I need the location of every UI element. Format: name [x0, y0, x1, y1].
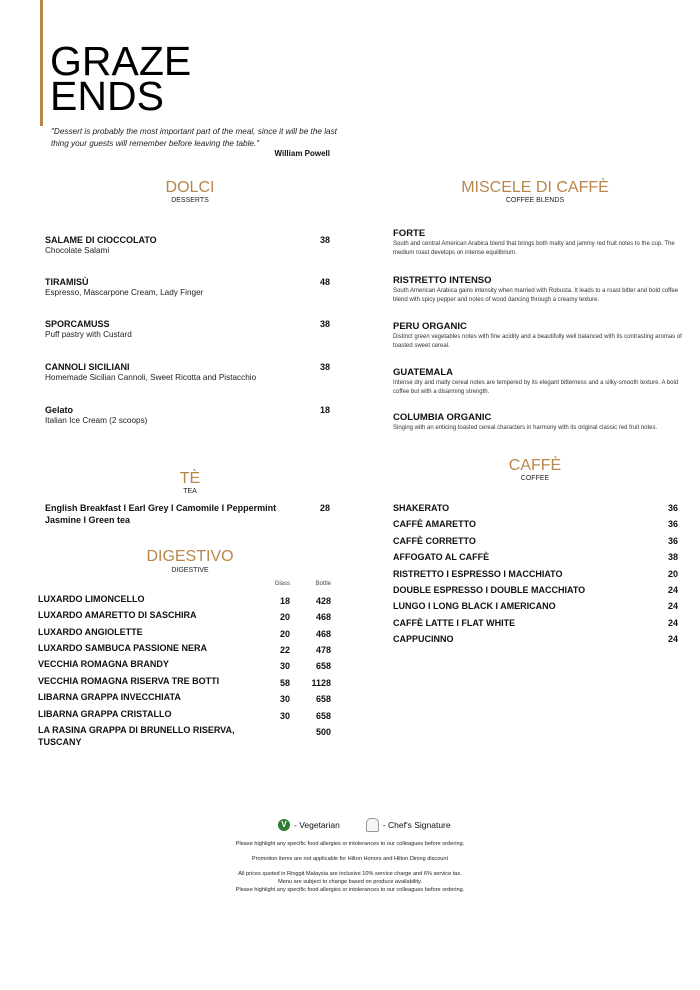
miscele-sub: COFFEE BLENDS [505, 197, 565, 204]
coffee-price: 24 [667, 618, 678, 628]
te-sub: TEA [183, 488, 197, 495]
coffee-price: 24 [667, 634, 678, 644]
vegetarian-icon: V [278, 819, 290, 831]
coffee-price: 36 [667, 519, 678, 529]
digestive-name: LUXARDO AMARETTO DI SASCHIRA [38, 610, 197, 620]
blend-desc: South American Arabica gains intensity when married with Robusta. It leads to a roast bitter and bold coffee blend with spicy pepper and notes of wood dancing through a creamy texture. [393, 288, 679, 303]
footer-note: Please highlight any specific food allergies or intolerances to our colleagues before ordering. [235, 887, 465, 893]
glass-price: 58 [279, 678, 290, 688]
coffee-name: CAPPUCINNO [393, 634, 454, 644]
te-heading: TÈ [179, 470, 201, 487]
coffee-name: RISTRETTO I ESPRESSO I MACCHIATO [393, 569, 563, 579]
caffe-heading: CAFFÈ [508, 457, 562, 474]
quote-author: William Powell [274, 149, 330, 158]
blend-name: GUATEMALA [393, 367, 453, 378]
footer-note: Please highlight any specific food allergies or intolerances to our colleagues before ordering. [235, 841, 465, 847]
coffee-price: 24 [667, 585, 678, 595]
glass-price: 30 [279, 661, 290, 671]
glass-price: 30 [279, 694, 290, 704]
bottle-price: 428 [315, 596, 331, 606]
legend [278, 818, 451, 832]
glass-price: 20 [279, 629, 290, 639]
glass-price: 22 [279, 645, 290, 655]
blend-desc: South and central American Arabica blend that brings both malty and jammy red fruit notes to the cup. The medium roast develops on intense equilibrium. [393, 241, 675, 256]
digestive-name: VECCHIA ROMAGNA BRANDY [38, 659, 169, 669]
bottle-price: 478 [315, 645, 331, 655]
coffee-name: CAFFÈ LATTE I FLAT WHITE [393, 618, 516, 628]
bottle-price: 468 [315, 612, 331, 622]
title-line: GRAZE [50, 38, 192, 84]
coffee-name: SHAKERATO [393, 503, 450, 513]
tea-item: English Breakfast I Earl Grey I Camomile I Peppermint Jasmine I Green tea [45, 503, 277, 525]
dessert-price: 38 [319, 319, 330, 329]
title-line: ENDS [50, 73, 164, 119]
dessert-desc: Italian Ice Cream (2 scoops) [45, 416, 148, 425]
coffee-price: 36 [667, 503, 678, 513]
tea-price: 28 [319, 503, 330, 513]
dessert-name: CANNOLI SICILIANI [45, 362, 130, 372]
accent-bar [40, 0, 43, 126]
dessert-desc: Homemade Sicilian Cannoli, Sweet Ricotta and Pistacchio [45, 373, 257, 382]
vegetarian-label: - Vegetarian [294, 820, 340, 830]
coffee-name: AFFOGATO AL CAFFÈ [393, 552, 490, 562]
bottle-price: 658 [315, 694, 331, 704]
dessert-desc: Puff pastry with Custard [45, 330, 132, 339]
digestive-name: LA RASINA GRAPPA DI BRUNELLO RISERVA, TUSCANY [38, 725, 235, 747]
blend-desc: Distinct green vegetables notes with fine acidity and a beautifully well balanced with its contrasting aromas of toasted sweet cereal. [393, 334, 682, 349]
coffee-name: CAFFÈ CORRETTO [393, 536, 476, 546]
blend-name: RISTRETTO INTENSO [393, 275, 492, 286]
bottle-price: 468 [315, 629, 331, 639]
digestive-name: LUXARDO ANGIOLETTE [38, 627, 143, 637]
digestivo-heading: DIGESTIVO [146, 548, 234, 565]
chef-hat-icon [366, 818, 379, 832]
blend-desc: Singing with an enticing toasted cereal characters in harmony with its original classic red fruit notes. [393, 425, 658, 431]
dessert-name: SALAME DI CIOCCOLATO [45, 235, 157, 245]
coffee-price: 36 [667, 536, 678, 546]
dolci-sub: DESSERTS [171, 197, 209, 204]
digestive-name: LUXARDO SAMBUCA PASSIONE NERA [38, 643, 208, 653]
blend-name: FORTE [393, 228, 426, 239]
digestivo-sub: DIGESTIVE [171, 567, 209, 574]
dessert-name: TIRAMISÙ [45, 277, 89, 287]
glass-header: Glass [274, 581, 290, 587]
quote: "Dessert is probably the most important part of the meal, since it will be the last thing your guests will remember before leaving the table." [51, 127, 337, 148]
coffee-name: LUNGO I LONG BLACK I AMERICANO [393, 601, 556, 611]
page-title [50, 38, 192, 119]
dessert-price: 38 [319, 235, 330, 245]
bottle-header: Bottle [315, 581, 331, 587]
footer-note: All prices quoted in Ringgit Malaysia are inclusive 10% service charge and 6% service tax. [238, 871, 462, 877]
digestive-name: LIBARNA GRAPPA INVECCHIATA [38, 692, 181, 702]
dessert-name: Gelato [45, 405, 74, 415]
digestive-name: LIBARNA GRAPPA CRISTALLO [38, 709, 172, 719]
caffe-sub: COFFEE [520, 475, 550, 482]
bottle-price: 658 [315, 711, 331, 721]
dolci-heading: DOLCI [165, 179, 215, 196]
blend-name: PERU ORGANIC [393, 321, 467, 332]
dessert-name: SPORCAMUSS [45, 319, 110, 329]
blend-name: COLUMBIA ORGANIC [393, 412, 492, 423]
digestive-name: VECCHIA ROMAGNA RISERVA TRE BOTTI [38, 676, 220, 686]
glass-price: 18 [279, 596, 290, 606]
glass-price: 30 [279, 711, 290, 721]
coffee-name: DOUBLE ESPRESSO I DOUBLE MACCHIATO [393, 585, 586, 595]
coffee-price: 38 [667, 552, 678, 562]
glass-price: 20 [279, 612, 290, 622]
dessert-desc: Chocolate Salami [45, 246, 110, 255]
dessert-desc: Espresso, Mascarpone Cream, Lady Finger [45, 288, 204, 297]
coffee-price: 20 [667, 569, 678, 579]
dessert-price: 18 [319, 405, 330, 415]
coffee-name: CAFFÈ AMARETTO [393, 519, 476, 529]
bottle-price: 1128 [311, 678, 331, 688]
digestive-name: LUXARDO LIMONCELLO [38, 594, 145, 604]
bottle-price: 658 [315, 661, 331, 671]
miscele-heading: MISCELE DI CAFFÈ [461, 179, 609, 196]
dessert-price: 38 [319, 362, 330, 372]
blend-desc: Intense dry and malty cereal notes are tempered by its elegant bitterness and a silky-smooth texture. A bold coffee but with a disarming strength. [393, 380, 679, 395]
footer-note: Promotion items are not applicable for Hilton Honors and Hilton Dining discount [251, 856, 449, 862]
chef-signature-label: - Chef's Signature [382, 820, 451, 830]
coffee-price: 24 [667, 601, 678, 611]
dessert-price: 48 [319, 277, 330, 287]
bottle-price: 500 [315, 727, 331, 737]
footer-note: Menu are subject to change based on produce availability. [278, 879, 422, 885]
